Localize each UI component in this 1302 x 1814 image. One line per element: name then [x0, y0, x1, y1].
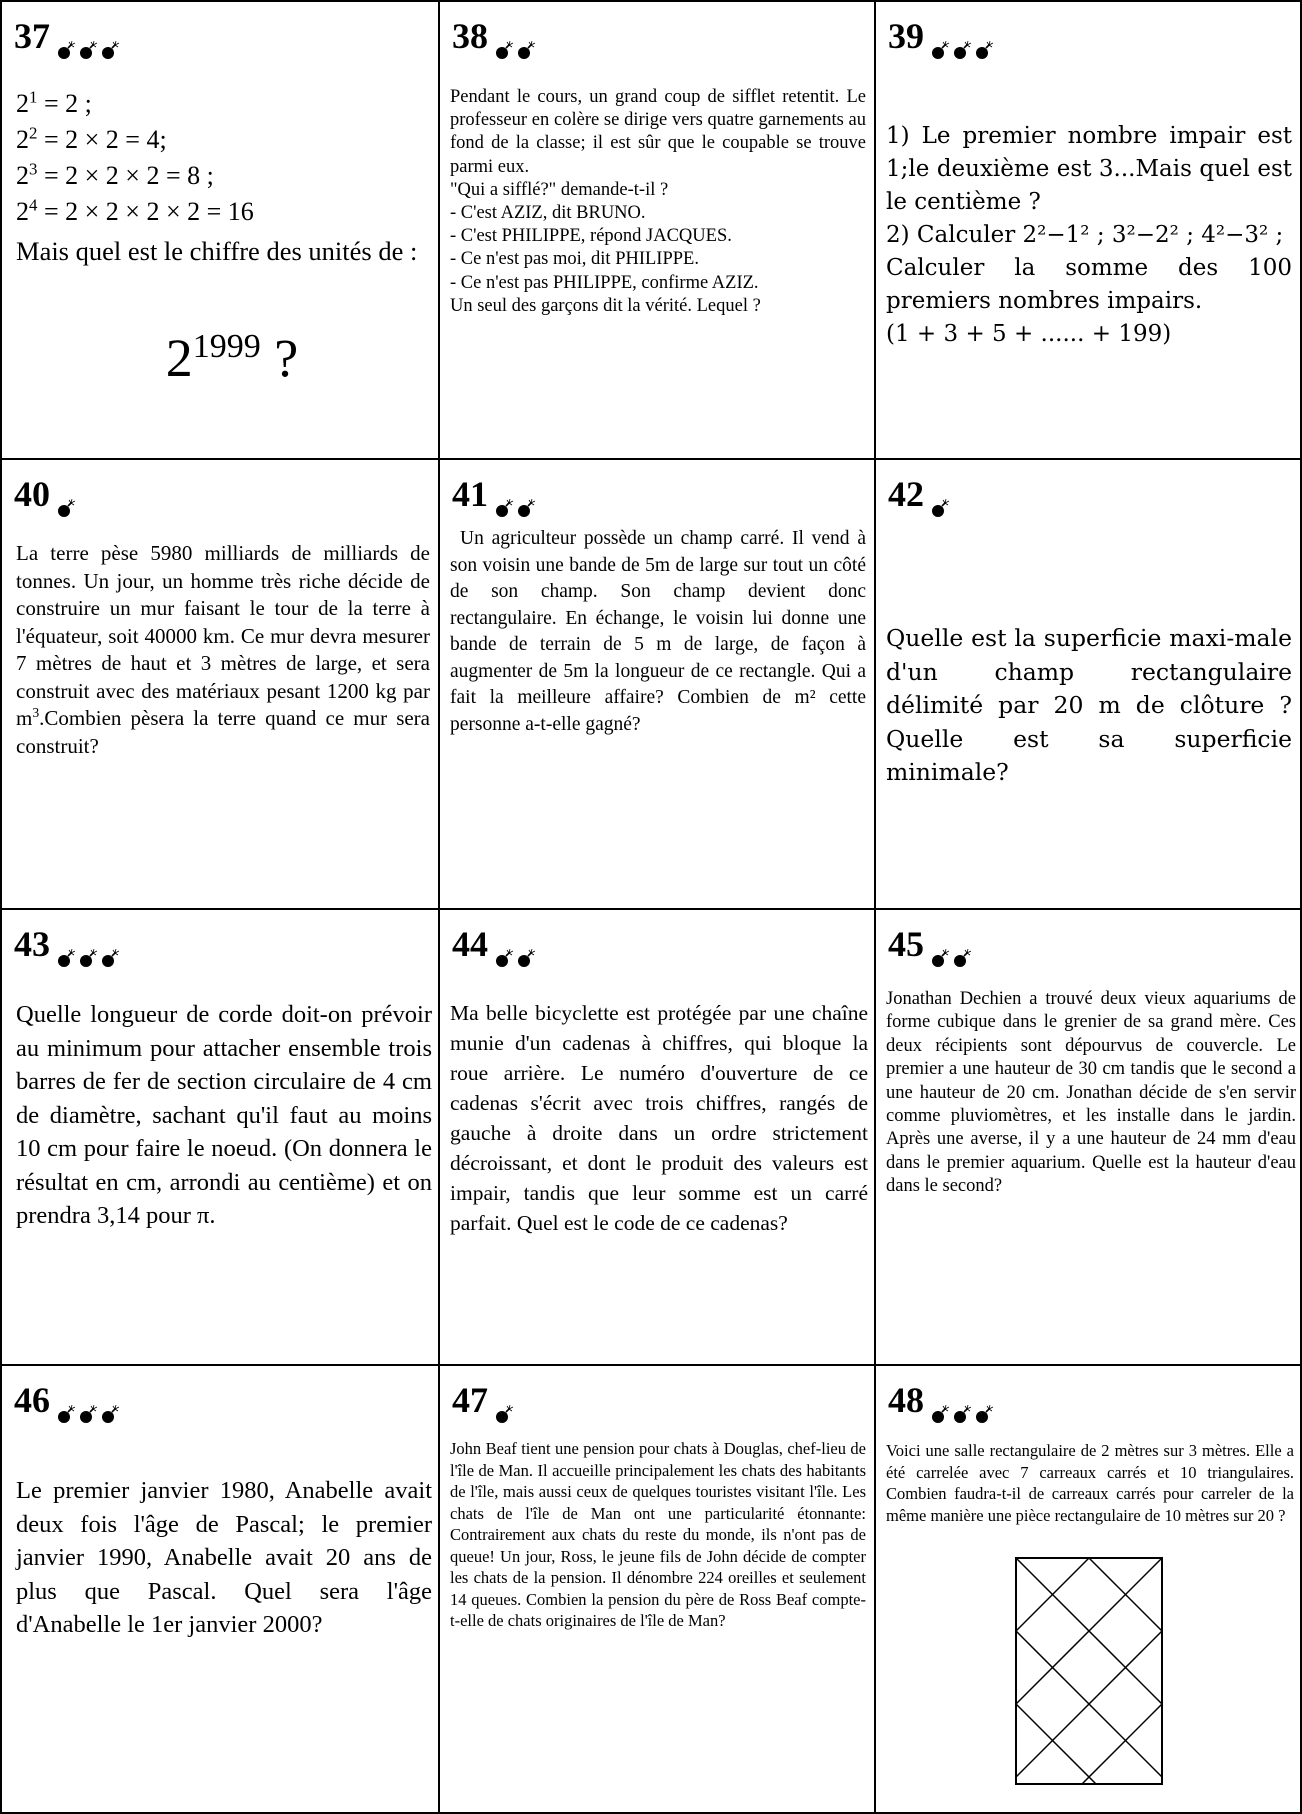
- room-outline: [1016, 1558, 1162, 1784]
- cell-47: [438, 1364, 876, 1814]
- exercise-number: 42: [888, 470, 952, 514]
- exercise-text: Ma belle bicyclette est protégée par une chaîne munie d'un cadenas à chiffres, qui bloque la roue arrière. Le numéro d'ouverture de ce cadenas s'écrit avec trois chiffres, rangés de gauche à droite dans un ordre strictement décroissant, et dont le produit des valeurs est impair, tandis que leur somme est un carré parfait. Quel est le code de ce cadenas?: [450, 1001, 868, 1235]
- bomb-icon: [78, 1393, 98, 1413]
- bomb-icon: [930, 1393, 950, 1413]
- exercise-number: 46: [14, 1376, 122, 1420]
- difficulty-bombs: [494, 1380, 516, 1420]
- bomb-icon: [56, 487, 76, 507]
- bomb-icon: [100, 29, 120, 49]
- bomb-icon: [56, 937, 76, 957]
- bomb-icon: [100, 1393, 120, 1413]
- exercise-number: 37: [14, 12, 122, 56]
- cell-43: [0, 908, 440, 1366]
- cell-41: [438, 458, 876, 910]
- bomb-icon: [494, 29, 514, 49]
- bomb-icon: [494, 487, 514, 507]
- bomb-icon: [78, 937, 98, 957]
- bomb-icon: [516, 937, 536, 957]
- difficulty-bombs: [494, 924, 538, 964]
- exercise-number: 39: [888, 12, 996, 56]
- difficulty-bombs: [494, 16, 538, 56]
- difficulty-bombs: [56, 474, 78, 514]
- tile-lines: [1016, 1558, 1162, 1784]
- exercise-text: Jonathan Dechien a trouvé deux vieux aquariums de forme cubique dans le grenier de sa grand mère. Ces deux récipients sont dépourvus de couvercle. Le premier a une hauteur de 30 cm tandis que le second a une hauteur de 20 cm. Jonathan décide de s'en servir comme pluviomètres, et les installe dans le jardin. Après une averse, il y a une hauteur de 24 mm d'eau dans le premier aquarium. Quelle est la hauteur d'eau dans le second?: [886, 989, 1296, 1197]
- exercise-number: 40: [14, 470, 78, 514]
- power-expression: $2^{1999}$ ?: [165, 328, 299, 388]
- cell-44: [438, 908, 876, 1366]
- cell-39: [874, 0, 1302, 460]
- exercise-text: La terre pèse 5980 milliards de milliards de tonnes. Un jour, un homme très riche décide de construire un mur faisant le tour de la terre à l'équateur, soit 40000 km. Ce mur devra mesurer 7 mètres de haut et 3 mètres de large, et sera construit avec des matériaux pesant 1200 kg par $m^3.Combien$ pèsera la terre quand ce mur sera construit?: [16, 541, 430, 758]
- exercise-number: 43: [14, 920, 122, 964]
- exercise-number: 38: [452, 12, 538, 56]
- bomb-icon: [974, 29, 994, 49]
- exercise-text: Un agriculteur possède un champ carré. Il vend à son voisin une bande de 5m de large sur tout un côté de son champ. Son champ devient donc rectangulaire. En échange, le voisin lui donne une bande de terrain de 5 m de large, de façon à augmenter de 5m la longueur de ce rectangle. Qui a fait la meilleure affaire? Combien de m² cette personne a-t-elle gagné?: [450, 528, 866, 735]
- bomb-icon: [952, 29, 972, 49]
- bomb-icon: [78, 29, 98, 49]
- exercise-text: Le premier janvier 1980, Anabelle avait deux fois l'âge de Pascal; le premier janvier 1990, Anabelle avait 20 ans de plus que Pascal. Quel sera l'âge d'Anabelle le 1er janvier 2000?: [16, 1477, 432, 1638]
- exercise-text: Quelle longueur de corde doit-on prévoir au minimum pour attacher ensemble trois barres de fer de section circulaire de 4 cm de diamètre, sachant qu'il faut au moins 10 cm pour faire le noeud. (On donnera le résultat en cm, arrondi au centième) et on prendra 3,14 pour π.: [16, 1001, 432, 1229]
- exercise-text: 1) Le premier nombre impair est 1;le deuxième est 3...Mais quel est le centième ? 2) Calculer 2²−1² ; 3²−2² ; 4²−3² ; Calculer la somme des 100 premiers nombres impairs. (1 + 3 + 5 + ...... + 199): [886, 123, 1292, 347]
- bomb-icon: [974, 1393, 994, 1413]
- bomb-icon: [516, 487, 536, 507]
- bomb-icon: [56, 29, 76, 49]
- cell-37: [0, 0, 440, 460]
- bomb-icon: [930, 29, 950, 49]
- exercise-text: Pendant le cours, un grand coup de sifflet retentit. Le professeur en colère se dirige vers quatre garnements au fond de la classe; il est sûr que le coupable se trouve parmi eux. "Qui a sifflé?" demande-t-il ? - C'est AZIZ, dit BRUNO. - C'est PHILIPPE, répond JACQUES. - Ce n'est pas moi, dit PHILIPPE. - Ce n'est pas PHILIPPE, confirme AZIZ. Un seul des garçons dit la vérité. Lequel ?: [450, 87, 866, 316]
- bomb-icon: [952, 1393, 972, 1413]
- exercise-text: John Beaf tient une pension pour chats à Douglas, chef-lieu de l'île de Man. Il accueille principalement les chats des habitants de l'île, mais aussi ceux de quelques touristes visitant l'île. Les chats de l'île de Man ont une particularité étonnante: Contrairement aux chats du reste du monde, ils n'ont pas de queue! Un jour, Ross, le jeune fils de John décide de compter les chats de la pension. Il dénombre 224 oreilles et seulement 14 queues. Combien la pension du père de Ross Beaf compte-t-elle de chats originaires de l'île de Man?: [450, 1439, 866, 1630]
- bomb-icon: [494, 937, 514, 957]
- cell-45: [874, 908, 1302, 1366]
- cell-48: [874, 1364, 1302, 1814]
- cell-46: [0, 1364, 440, 1814]
- bomb-icon: [952, 937, 972, 957]
- tiling-diagram: [1014, 1556, 1164, 1786]
- bomb-icon: [516, 29, 536, 49]
- difficulty-bombs: [930, 924, 974, 964]
- difficulty-bombs: [56, 16, 122, 56]
- exercise-number: 45: [888, 920, 974, 964]
- difficulty-bombs: [930, 474, 952, 514]
- difficulty-bombs: [56, 924, 122, 964]
- exercise-text: $2^1 = 2$ ; $2^2 = 2 \times 2 = 4$; $2^3 = 2 \times 2 \times 2 = 8$ ; $2^4 = 2 \times 2 \times 2 \times 2 = 16$ Mais quel est le chiffre des unités de :: [16, 87, 418, 266]
- bomb-icon: [56, 1393, 76, 1413]
- difficulty-bombs: [494, 474, 538, 514]
- cell-38: [438, 0, 876, 460]
- exercise-number: 47: [452, 1376, 516, 1420]
- bomb-icon: [494, 1393, 514, 1413]
- cell-42: [874, 458, 1302, 910]
- exercise-number: 44: [452, 920, 538, 964]
- difficulty-bombs: [56, 1380, 122, 1420]
- difficulty-bombs: [930, 16, 996, 56]
- bomb-icon: [100, 937, 120, 957]
- bomb-icon: [930, 487, 950, 507]
- exercise-number: 41: [452, 470, 538, 514]
- exercise-text: Quelle est la superficie maxi-male d'un champ rectangulaire délimité par 20 m de clôture ? Quelle est sa superficie minimale?: [886, 624, 1292, 786]
- bomb-icon: [930, 937, 950, 957]
- difficulty-bombs: [930, 1380, 996, 1420]
- exercise-text: Voici une salle rectangulaire de 2 mètres sur 3 mètres. Elle a été carrelée avec 7 carreaux carrés et 10 triangulaires. Combien faudra-t-il de carreaux carrés pour carreler de la même manière une pièce rectangulaire de 10 mètres sur 20 ?: [886, 1441, 1294, 1525]
- cell-40: [0, 458, 440, 910]
- exercise-number: 48: [888, 1376, 996, 1420]
